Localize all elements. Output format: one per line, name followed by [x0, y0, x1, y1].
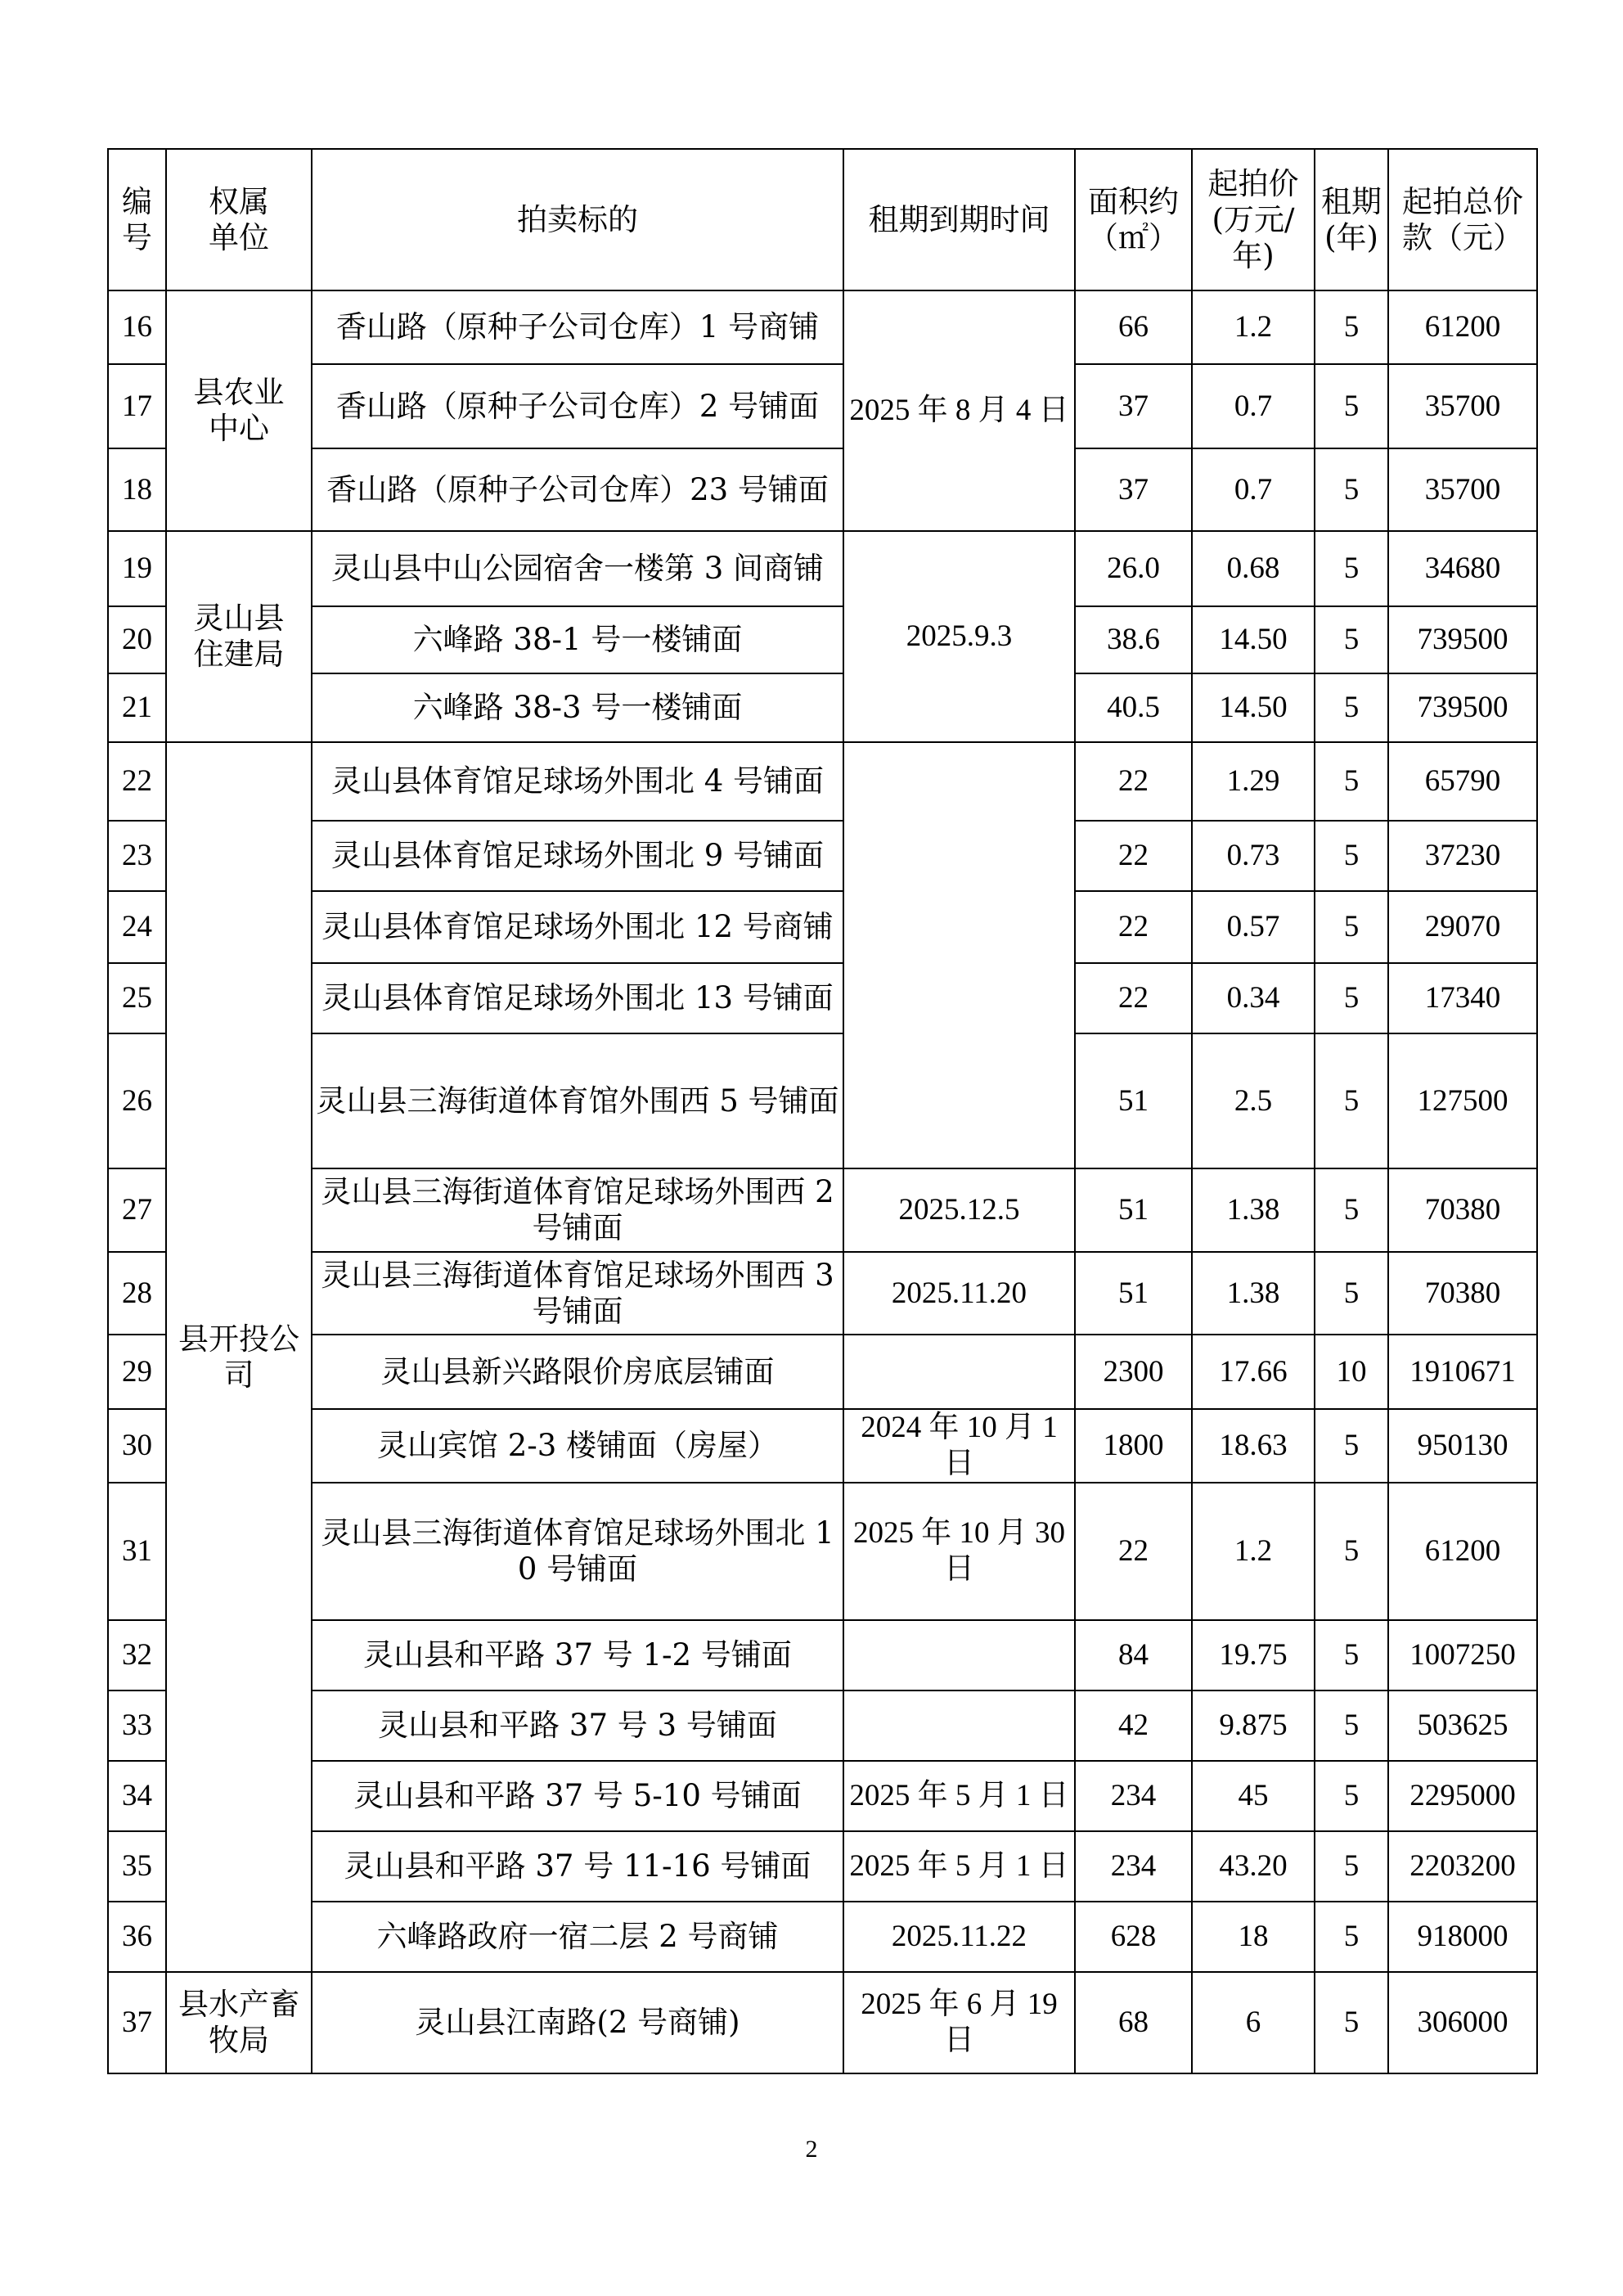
area-value: 38.6 — [1075, 606, 1192, 673]
table-row — [108, 1168, 1537, 1252]
row-number: 24 — [108, 891, 166, 963]
area-value: 66 — [1075, 290, 1192, 364]
header-term: 租期 (年) — [1315, 149, 1388, 290]
row-number: 17 — [108, 364, 166, 448]
starting-price: 1.29 — [1192, 742, 1315, 821]
total-price: 739500 — [1388, 673, 1537, 742]
lease-expiry: 2025.12.5 — [843, 1168, 1075, 1252]
total-price: 127500 — [1388, 1033, 1537, 1168]
row-number: 26 — [108, 1033, 166, 1168]
auction-object: 香山路（原种子公司仓库）23 号铺面 — [312, 448, 843, 531]
table-row — [108, 448, 1537, 531]
auction-object: 灵山县三海街道体育馆足球场外围西 3 号铺面 — [312, 1252, 843, 1335]
total-price: 17340 — [1388, 963, 1537, 1033]
lease-term: 5 — [1315, 1033, 1388, 1168]
starting-price: 43.20 — [1192, 1831, 1315, 1902]
row-number: 18 — [108, 448, 166, 531]
row-number: 33 — [108, 1690, 166, 1761]
total-price: 2295000 — [1388, 1761, 1537, 1831]
starting-price: 18 — [1192, 1902, 1315, 1972]
area-value: 42 — [1075, 1690, 1192, 1761]
table-row — [108, 1831, 1537, 1902]
area-value: 51 — [1075, 1252, 1192, 1335]
table-row — [108, 1033, 1537, 1168]
auction-object: 灵山县体育馆足球场外围北 12 号商铺 — [312, 891, 843, 963]
lease-term: 5 — [1315, 1409, 1388, 1483]
auction-object: 灵山县体育馆足球场外围北 4 号铺面 — [312, 742, 843, 821]
header-unit: 权属 单位 — [166, 149, 312, 290]
owner-unit-shuichan: 县水产畜 牧局 — [166, 1972, 312, 2073]
lease-term: 5 — [1315, 448, 1388, 531]
starting-price: 14.50 — [1192, 606, 1315, 673]
area-value: 40.5 — [1075, 673, 1192, 742]
table-row — [108, 1620, 1537, 1690]
total-price: 34680 — [1388, 531, 1537, 606]
auction-object: 香山路（原种子公司仓库）1 号商铺 — [312, 290, 843, 364]
area-value: 22 — [1075, 963, 1192, 1033]
auction-object: 灵山县和平路 37 号 5-10 号铺面 — [312, 1761, 843, 1831]
table-row — [108, 1902, 1537, 1972]
auction-object: 灵山县体育馆足球场外围北 9 号铺面 — [312, 821, 843, 891]
area-value: 628 — [1075, 1902, 1192, 1972]
auction-object: 灵山县和平路 37 号 11-16 号铺面 — [312, 1831, 843, 1902]
lease-expiry — [843, 1620, 1075, 1690]
lease-term: 5 — [1315, 821, 1388, 891]
total-price: 503625 — [1388, 1690, 1537, 1761]
table-row — [108, 1409, 1537, 1483]
auction-object: 香山路（原种子公司仓库）2 号铺面 — [312, 364, 843, 448]
starting-price: 0.57 — [1192, 891, 1315, 963]
row-number: 25 — [108, 963, 166, 1033]
area-value: 1800 — [1075, 1409, 1192, 1483]
auction-object: 灵山县三海街道体育馆外围西 5 号铺面 — [312, 1033, 843, 1168]
total-price: 1910671 — [1388, 1335, 1537, 1409]
total-price: 29070 — [1388, 891, 1537, 963]
starting-price: 1.2 — [1192, 290, 1315, 364]
row-number: 37 — [108, 1972, 166, 2073]
lease-expiry: 2025 年 8 月 4 日 — [843, 290, 1075, 531]
area-value: 51 — [1075, 1033, 1192, 1168]
lease-expiry — [843, 1335, 1075, 1409]
auction-table — [107, 148, 1538, 2074]
starting-price: 14.50 — [1192, 673, 1315, 742]
area-value: 26.0 — [1075, 531, 1192, 606]
total-price: 1007250 — [1388, 1620, 1537, 1690]
area-value: 68 — [1075, 1972, 1192, 2073]
starting-price: 9.875 — [1192, 1690, 1315, 1761]
area-value: 84 — [1075, 1620, 1192, 1690]
area-value: 51 — [1075, 1168, 1192, 1252]
total-price: 70380 — [1388, 1252, 1537, 1335]
lease-term: 5 — [1315, 1620, 1388, 1690]
lease-expiry: 2025.9.3 — [843, 531, 1075, 742]
row-number: 36 — [108, 1902, 166, 1972]
table-row — [108, 1252, 1537, 1335]
total-price: 65790 — [1388, 742, 1537, 821]
total-price: 61200 — [1388, 1483, 1537, 1620]
row-number: 30 — [108, 1409, 166, 1483]
starting-price: 1.38 — [1192, 1168, 1315, 1252]
auction-object: 灵山县三海街道体育馆足球场外围北 10 号铺面 — [312, 1483, 843, 1620]
row-number: 23 — [108, 821, 166, 891]
lease-expiry: 2025 年 10 月 30 日 — [843, 1483, 1075, 1620]
lease-expiry: 2025.11.20 — [843, 1252, 1075, 1335]
auction-object: 灵山县三海街道体育馆足球场外围西 2 号铺面 — [312, 1168, 843, 1252]
total-price: 35700 — [1388, 364, 1537, 448]
lease-term: 5 — [1315, 290, 1388, 364]
area-value: 37 — [1075, 364, 1192, 448]
starting-price: 0.7 — [1192, 448, 1315, 531]
page-number: 2 — [805, 2136, 818, 2163]
area-value: 22 — [1075, 1483, 1192, 1620]
header-row — [108, 149, 1537, 290]
table-row — [108, 1972, 1537, 2073]
table-row — [108, 364, 1537, 448]
starting-price: 0.68 — [1192, 531, 1315, 606]
header-object: 拍卖标的 — [312, 149, 843, 290]
lease-term: 5 — [1315, 1690, 1388, 1761]
lease-expiry: 2025 年 5 月 1 日 — [843, 1761, 1075, 1831]
table-row — [108, 290, 1537, 364]
total-price: 739500 — [1388, 606, 1537, 673]
row-number: 35 — [108, 1831, 166, 1902]
area-value: 37 — [1075, 448, 1192, 531]
total-price: 950130 — [1388, 1409, 1537, 1483]
total-price: 2203200 — [1388, 1831, 1537, 1902]
header-area: 面积约 （㎡） — [1075, 149, 1192, 290]
auction-object: 灵山县和平路 37 号 1-2 号铺面 — [312, 1620, 843, 1690]
lease-term: 10 — [1315, 1335, 1388, 1409]
lease-expiry — [843, 1690, 1075, 1761]
lease-term: 5 — [1315, 531, 1388, 606]
owner-unit-zhujian: 灵山县 住建局 — [166, 531, 312, 742]
lease-term: 5 — [1315, 1902, 1388, 1972]
row-number: 21 — [108, 673, 166, 742]
area-value: 22 — [1075, 821, 1192, 891]
table-row — [108, 821, 1537, 891]
lease-expiry: 2025 年 6 月 19 日 — [843, 1972, 1075, 2073]
row-number: 27 — [108, 1168, 166, 1252]
owner-unit-kaitou: 县开投公 司 — [166, 742, 312, 1972]
auction-object: 灵山宾馆 2-3 楼铺面（房屋） — [312, 1409, 843, 1483]
total-price: 37230 — [1388, 821, 1537, 891]
auction-object: 灵山县中山公园宿舍一楼第 3 间商铺 — [312, 531, 843, 606]
header-expiry: 租期到期时间 — [843, 149, 1075, 290]
starting-price: 19.75 — [1192, 1620, 1315, 1690]
auction-object: 六峰路 38-1 号一楼铺面 — [312, 606, 843, 673]
lease-expiry: 2025.11.22 — [843, 1902, 1075, 1972]
auction-object: 灵山县和平路 37 号 3 号铺面 — [312, 1690, 843, 1761]
table-row — [108, 1335, 1537, 1409]
table-row — [108, 1761, 1537, 1831]
lease-term: 5 — [1315, 1168, 1388, 1252]
starting-price: 6 — [1192, 1972, 1315, 2073]
total-price: 35700 — [1388, 448, 1537, 531]
starting-price: 45 — [1192, 1761, 1315, 1831]
table-row — [108, 742, 1537, 821]
area-value: 2300 — [1075, 1335, 1192, 1409]
lease-term: 5 — [1315, 1761, 1388, 1831]
lease-expiry: 2024 年 10 月 1 日 — [843, 1409, 1075, 1483]
table-row — [108, 1690, 1537, 1761]
starting-price: 2.5 — [1192, 1033, 1315, 1168]
row-number: 16 — [108, 290, 166, 364]
starting-price: 0.73 — [1192, 821, 1315, 891]
area-value: 234 — [1075, 1761, 1192, 1831]
auction-object: 灵山县体育馆足球场外围北 13 号铺面 — [312, 963, 843, 1033]
total-price: 306000 — [1388, 1972, 1537, 2073]
row-number: 19 — [108, 531, 166, 606]
starting-price: 0.7 — [1192, 364, 1315, 448]
area-value: 22 — [1075, 891, 1192, 963]
starting-price: 17.66 — [1192, 1335, 1315, 1409]
lease-expiry — [843, 742, 1075, 1168]
table-row — [108, 606, 1537, 673]
total-price: 61200 — [1388, 290, 1537, 364]
table-row — [108, 531, 1537, 606]
lease-term: 5 — [1315, 1483, 1388, 1620]
lease-term: 5 — [1315, 891, 1388, 963]
auction-object: 灵山县新兴路限价房底层铺面 — [312, 1335, 843, 1409]
row-number: 32 — [108, 1620, 166, 1690]
lease-term: 5 — [1315, 364, 1388, 448]
lease-term: 5 — [1315, 742, 1388, 821]
row-number: 28 — [108, 1252, 166, 1335]
total-price: 918000 — [1388, 1902, 1537, 1972]
lease-term: 5 — [1315, 1252, 1388, 1335]
area-value: 234 — [1075, 1831, 1192, 1902]
table-row — [108, 673, 1537, 742]
starting-price: 18.63 — [1192, 1409, 1315, 1483]
table-row — [108, 1483, 1537, 1620]
lease-term: 5 — [1315, 1972, 1388, 2073]
lease-expiry: 2025 年 5 月 1 日 — [843, 1831, 1075, 1902]
starting-price: 1.38 — [1192, 1252, 1315, 1335]
lease-term: 5 — [1315, 963, 1388, 1033]
row-number: 20 — [108, 606, 166, 673]
auction-object: 灵山县江南路(2 号商铺) — [312, 1972, 843, 2073]
auction-object: 六峰路 38-3 号一楼铺面 — [312, 673, 843, 742]
header-no: 编 号 — [108, 149, 166, 290]
starting-price: 0.34 — [1192, 963, 1315, 1033]
header-price: 起拍价 (万元/年) — [1192, 149, 1315, 290]
owner-unit-nongye: 县农业 中心 — [166, 290, 312, 531]
area-value: 22 — [1075, 742, 1192, 821]
header-total: 起拍总价 款（元） — [1388, 149, 1537, 290]
table-row — [108, 891, 1537, 963]
auction-object: 六峰路政府一宿二层 2 号商铺 — [312, 1902, 843, 1972]
lease-term: 5 — [1315, 673, 1388, 742]
lease-term: 5 — [1315, 1831, 1388, 1902]
row-number: 31 — [108, 1483, 166, 1620]
row-number: 22 — [108, 742, 166, 821]
row-number: 34 — [108, 1761, 166, 1831]
starting-price: 1.2 — [1192, 1483, 1315, 1620]
total-price: 70380 — [1388, 1168, 1537, 1252]
lease-term: 5 — [1315, 606, 1388, 673]
row-number: 29 — [108, 1335, 166, 1409]
table-row — [108, 963, 1537, 1033]
